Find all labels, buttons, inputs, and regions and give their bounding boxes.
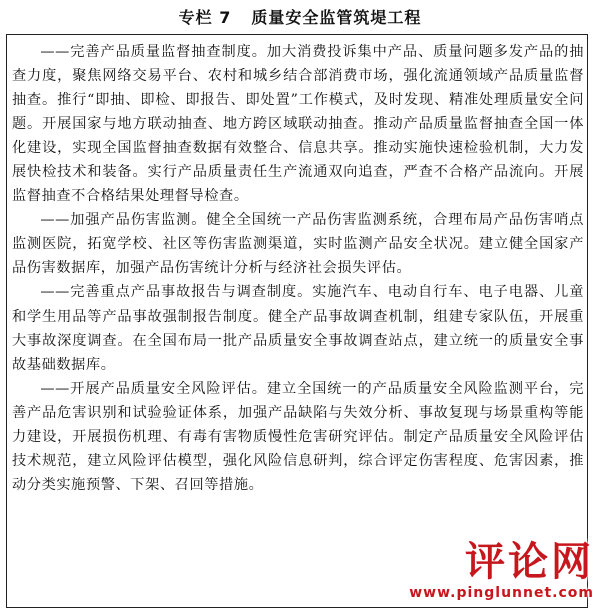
column-label: 专栏 7 — [178, 8, 232, 27]
paragraph-risk-assessment: ——开展产品质量安全风险评估。建立全国统一的产品质量安全风险监测平台，完善产品危害识别和试验验证体系，加强产品缺陷与失效分析、事故复现与场景重构等能力建设，开展损伤机理、有毒有害物质慢性危害研究评估。制定产品质量安全风险评估技术规范，建立风险评估模型，强化风险信息研判，综合评定伤害程度、危害因素，推动分类实施预警、下架、召回等措施。 — [12, 380, 584, 493]
column-title: 质量安全监管筑堤工程 — [251, 8, 422, 27]
watermark-title: 评论网 — [465, 539, 594, 585]
paragraph-accident-reporting: ——完善重点产品事故报告与调查制度。实施汽车、电动自行车、电子电器、儿童和学生用品等产品事故强制报告制度。健全产品事故调查机制，组建专家队伍，开展重大事故深度调查。在全国布局一批产品质量安全事故调查站点，建立统一的质量安全事故基础数据库。 — [12, 284, 584, 373]
paragraph-injury-monitoring: ——加强产品伤害监测。健全全国统一产品伤害监测系统，合理布局产品伤害哨点监测医院，拓宽学校、社区等伤害监测渠道，实时监测产品安全状况。建立健全国家产品伤害数据库，加强产品伤害统计分析与经济社会损失评估。 — [12, 212, 584, 277]
watermark-url: www.pinglunnet.com — [409, 585, 594, 601]
site-watermark — [404, 539, 594, 613]
paragraph-quality-inspection: ——完善产品质量监督抽查制度。加大消费投诉集中产品、质量问题多发产品的抽查力度，聚焦网络交易平台、农村和城乡结合部消费市场，强化流通领域产品质量监督抽查。推行“即抽、即检、即报告、即处置”工作模式，及时发现、精准处理质量安全问题。开展国家与地方联动抽查、地方跨区域联动抽查。推动产品质量监督抽查全国一体化建设，实现全国监督抽查数据有效整合、信息共享。推动实施快速检验机制，大力发展快检技术和装备。实行产品质量责任生产流通双向追查，严查不合格产品流向。开展监督抽查不合格结果处理督导检查。 — [12, 44, 584, 205]
column-body — [12, 40, 584, 497]
column-header — [0, 6, 600, 30]
